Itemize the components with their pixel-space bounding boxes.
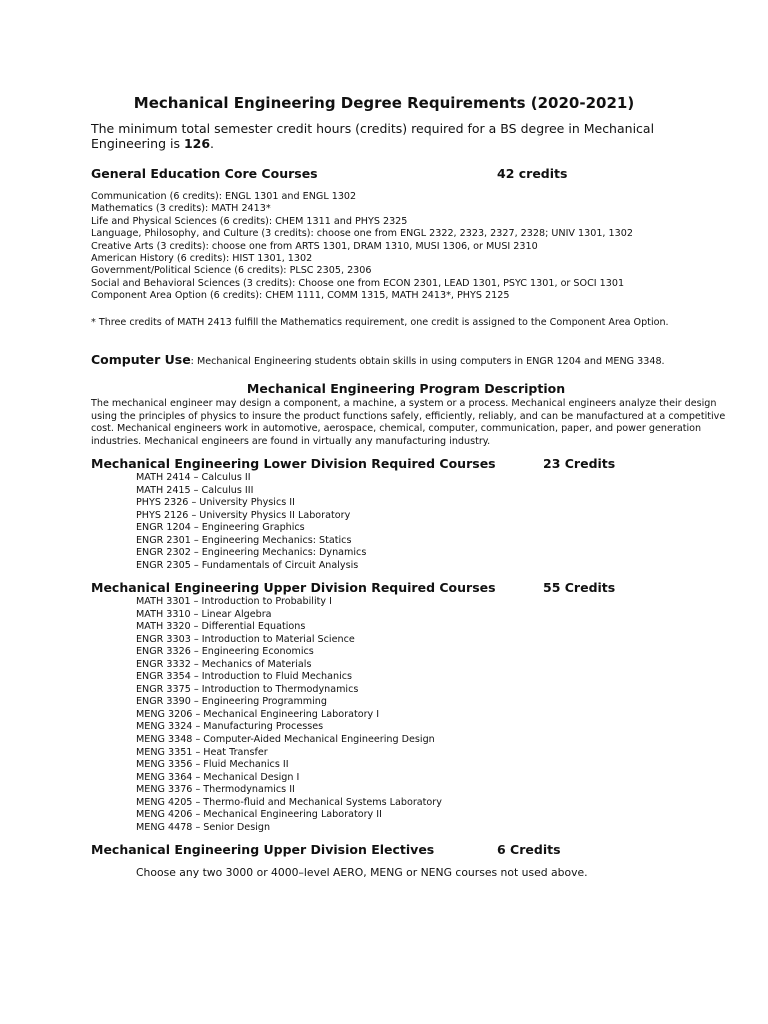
- course-item: MATH 2415 – Calculus III: [136, 484, 254, 496]
- course-item: MENG 3364 – Mechanical Design I: [136, 771, 300, 783]
- electives-credits: 6 Credits: [497, 842, 561, 857]
- gen-ed-credits: 42 credits: [497, 166, 568, 181]
- course-item: PHYS 2126 – University Physics II Laboratory: [136, 509, 351, 521]
- course-item: ENGR 2305 – Fundamentals of Circuit Analysis: [136, 559, 359, 571]
- gen-ed-item: American History (6 credits): HIST 1301, 1302: [91, 252, 313, 264]
- program-description-text: The mechanical engineer may design a component, a machine, a system or a process. Mechanical engineers analyze their design using the principles of physics to insure the product functions safely, efficiently, reliably, and can be manufactured at a competitive cost. Mechanical engineers work in automotive, aerospace, chemical, computer, communication, paper, and power generation industries. Mechanical engineers are found in virtually any manufacturing industry.: [91, 398, 726, 447]
- course-item: MENG 4206 – Mechanical Engineering Laboratory II: [136, 809, 382, 821]
- upper-division-credits: 55 Credits: [543, 580, 616, 595]
- course-item: MENG 3356 – Fluid Mechanics II: [136, 759, 289, 771]
- electives-heading: Mechanical Engineering Upper Division Electives: [91, 842, 435, 857]
- intro-text: The minimum total semester credit hours (credits) required for a BS degree in Mechanical Engineering is: [91, 121, 655, 151]
- gen-ed-item: Communication (6 credits): ENGL 1301 and ENGL 1302: [91, 191, 357, 202]
- program-description-heading: Mechanical Engineering Program Description: [246, 381, 566, 396]
- course-item: ENGR 3303 – Introduction to Material Science: [136, 633, 355, 645]
- course-item: MENG 3206 – Mechanical Engineering Laboratory I: [136, 708, 380, 720]
- course-item: ENGR 3390 – Engineering Programming: [136, 696, 327, 708]
- course-item: MATH 3301 – Introduction to Probability I: [136, 596, 332, 607]
- course-item: MATH 3320 – Differential Equations: [136, 621, 306, 633]
- course-item: MENG 3324 – Manufacturing Processes: [136, 721, 324, 733]
- course-item: MENG 3376 – Thermodynamics II: [136, 784, 295, 796]
- gen-ed-item: Component Area Option (6 credits): CHEM 1111, COMM 1315, MATH 2413*, PHYS 2125: [91, 290, 510, 302]
- gen-ed-list: [91, 191, 633, 303]
- intro-paragraph: [91, 121, 691, 151]
- electives-text: Choose any two 3000 or 4000–level AERO, MENG or NENG courses not used above.: [136, 866, 588, 879]
- computer-use-paragraph: [91, 354, 691, 369]
- gen-ed-footnote: * Three credits of MATH 2413 fulfill the Mathematics requirement, one credit is assigned to the Component Area Option.: [91, 317, 669, 328]
- gen-ed-heading: General Education Core Courses: [91, 166, 318, 181]
- course-item: ENGR 2302 – Engineering Mechanics: Dynamics: [136, 547, 367, 559]
- lower-division-heading: Mechanical Engineering Lower Division Required Courses: [91, 456, 496, 471]
- gen-ed-item: Social and Behavioral Sciences (3 credits): Choose one from ECON 2301, LEAD 1301, PSYC 1301, or SOCI 1301: [91, 277, 625, 289]
- course-item: MATH 2414 – Calculus II: [136, 472, 251, 483]
- course-item: MATH 3310 – Linear Algebra: [136, 608, 272, 620]
- course-item: PHYS 2326 – University Physics II: [136, 497, 295, 509]
- gen-ed-item: Government/Political Science (6 credits): PLSC 2305, 2306: [91, 265, 372, 277]
- course-item: ENGR 3332 – Mechanics of Materials: [136, 658, 312, 670]
- gen-ed-item: Life and Physical Sciences (6 credits): CHEM 1311 and PHYS 2325: [91, 215, 408, 227]
- gen-ed-item: Mathematics (3 credits): MATH 2413*: [91, 203, 271, 215]
- course-item: MENG 3351 – Heat Transfer: [136, 746, 268, 758]
- course-item: ENGR 2301 – Engineering Mechanics: Statics: [136, 534, 352, 546]
- total-credits: 126: [183, 136, 211, 151]
- course-item: ENGR 3326 – Engineering Economics: [136, 646, 314, 658]
- computer-use-label: Computer Use: [91, 352, 191, 367]
- course-item: MENG 4205 – Thermo-fluid and Mechanical Systems Laboratory: [136, 796, 442, 808]
- gen-ed-item: Creative Arts (3 credits): choose one from ARTS 1301, DRAM 1310, MUSI 1306, or MUSI 2310: [91, 240, 538, 252]
- computer-use-text: : Mechanical Engineering students obtain skills in using computers in ENGR 1204 and MENG 3348.: [190, 356, 665, 367]
- gen-ed-item: Language, Philosophy, and Culture (3 credits): choose one from ENGL 2322, 2323, 2327, 2328; UNIV 1301, 1302: [91, 228, 633, 240]
- upper-division-heading: Mechanical Engineering Upper Division Required Courses: [91, 580, 496, 595]
- course-item: MENG 3348 – Computer-Aided Mechanical Engineering Design: [136, 734, 435, 746]
- lower-division-course-list: [136, 472, 366, 572]
- intro-end: .: [210, 136, 215, 151]
- upper-division-course-list: [136, 596, 442, 834]
- course-item: MENG 4478 – Senior Design: [136, 821, 271, 833]
- course-item: ENGR 1204 – Engineering Graphics: [136, 522, 305, 534]
- lower-division-credits: 23 Credits: [543, 456, 616, 471]
- page-title: Mechanical Engineering Degree Requirements (2020-2021): [133, 94, 635, 112]
- course-item: ENGR 3375 – Introduction to Thermodynamics: [136, 683, 359, 695]
- course-item: ENGR 3354 – Introduction to Fluid Mechanics: [136, 671, 353, 683]
